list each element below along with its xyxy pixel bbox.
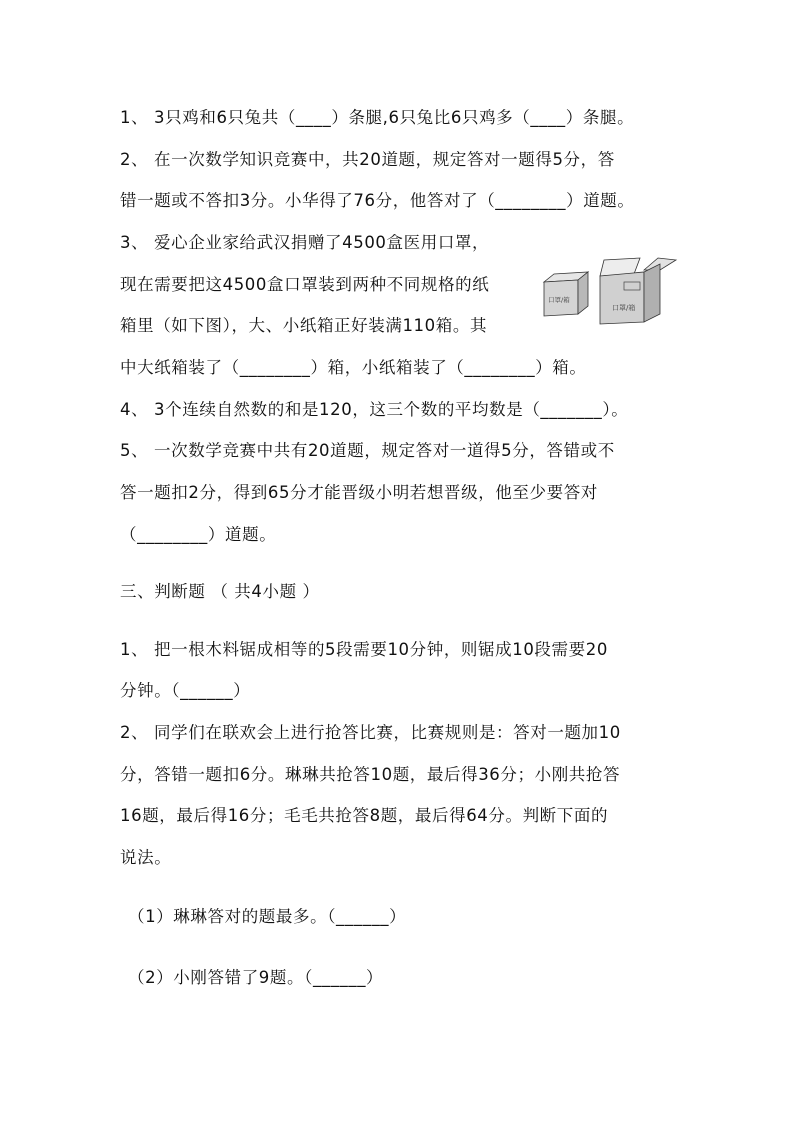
fill-question-3-line-2: 现在需要把这4500盒口罩装到两种不同规格的纸 bbox=[120, 275, 490, 294]
fill-question-3-line-4: 中大纸箱装了（________）箱，小纸箱装了（________）箱。 bbox=[120, 358, 587, 377]
judge-question-1-line-2: 分钟。（______） bbox=[120, 681, 251, 700]
judge-question-2-line-1: 2、 同学们在联欢会上进行抢答比赛，比赛规则是：答对一题加10 bbox=[120, 723, 621, 742]
judge-sub-question-1: （1）琳琳答对的题最多。（______） bbox=[128, 907, 407, 926]
large-box-image bbox=[600, 258, 676, 324]
judge-sub-question-2: （2）小刚答错了9题。（______） bbox=[128, 968, 384, 987]
fill-question-4: 4、 3个连续自然数的和是120，这三个数的平均数是（_______）。 bbox=[120, 400, 629, 419]
judge-question-1-line-1: 1、 把一根木料锯成相等的5段需要10分钟，则锯成10段需要20 bbox=[120, 640, 608, 659]
fill-question-5-line-1: 5、 一次数学竞赛中共有20道题，规定答对一道得5分，答错或不 bbox=[120, 441, 615, 460]
boxes-illustration bbox=[540, 256, 680, 326]
judge-question-2-line-2: 分，答错一题扣6分。琳琳共抢答10题，最后得36分；小刚共抢答 bbox=[120, 765, 621, 784]
fill-question-2-line-1: 2、 在一次数学知识竞赛中，共20道题，规定答对一题得5分，答 bbox=[120, 150, 615, 169]
fill-question-3-line-1: 3、 爱心企业家给武汉捐赠了4500盒医用口罩， bbox=[120, 233, 490, 252]
fill-question-5-line-3: （________）道题。 bbox=[120, 525, 277, 544]
small-box-label: 口罩/箱 bbox=[548, 296, 570, 304]
fill-question-1: 1、 3只鸡和6只兔共（____）条腿,6只兔比6只鸡多（____）条腿。 bbox=[120, 108, 635, 127]
judge-question-2-line-4: 说法。 bbox=[120, 848, 172, 867]
fill-question-5-line-2: 答一题扣2分，得到65分才能晋级小明若想晋级，他至少要答对 bbox=[120, 483, 598, 502]
judge-question-2-line-3: 16题，最后得16分；毛毛共抢答8题，最后得64分。判断下面的 bbox=[120, 806, 609, 825]
small-box-image bbox=[544, 272, 588, 316]
fill-question-2-line-2: 错一题或不答扣3分。小华得了76分，他答对了（________）道题。 bbox=[120, 191, 635, 210]
section-3-heading: 三、判断题 （ 共4小题 ） bbox=[120, 582, 320, 601]
fill-question-3-line-3: 箱里（如下图），大、小纸箱正好装满110箱。其 bbox=[120, 316, 488, 335]
large-box-label: 口罩/箱 bbox=[612, 304, 636, 312]
